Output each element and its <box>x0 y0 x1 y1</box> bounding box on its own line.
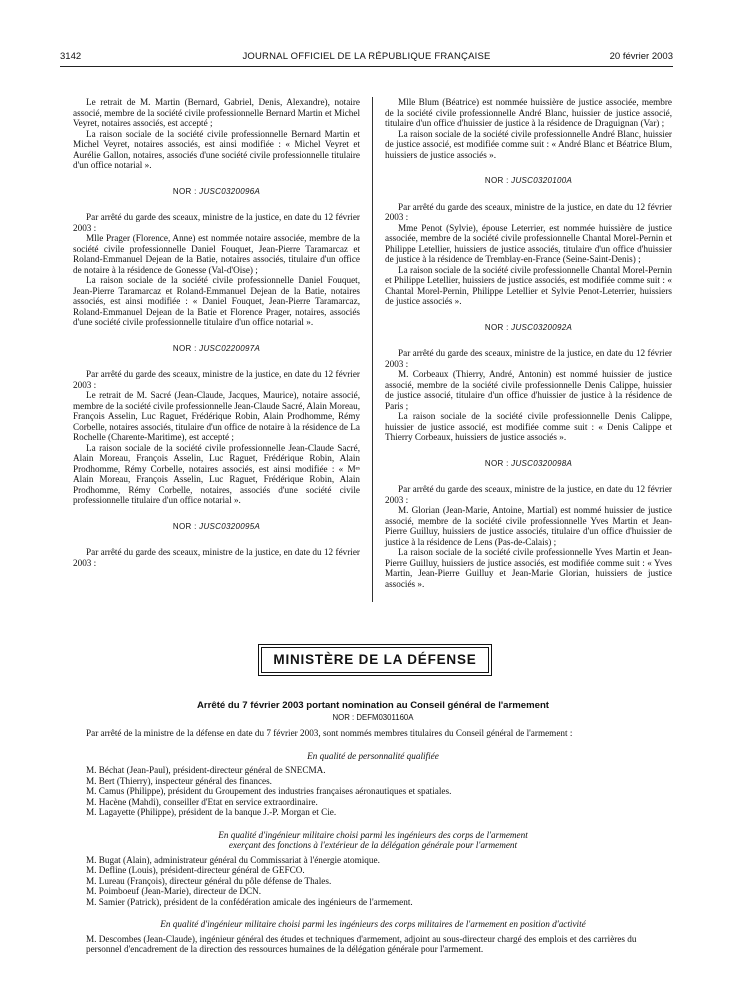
member-item: M. Lagayette (Philippe), président de la banque J.-P. Morgan et Cie. <box>86 807 337 817</box>
ministry-heading: MINISTÈRE DE LA DÉFENSE <box>261 647 489 673</box>
paragraph: Le retrait de M. Martin (Bernard, Gabriel, Denis, Alexandre), notaire associé, membre de la société civile professionnelle Bernard Martin et Michel Veyret, notaires associés, est accepté ; <box>73 97 360 128</box>
decree-nor: NOR : DEFM0301160A <box>332 713 414 722</box>
arrete-intro: Par arrêté du garde des sceaux, ministre de la justice, en date du 12 février 2003 : <box>385 348 672 369</box>
nor-reference <box>385 323 672 334</box>
member-item: M. Bert (Thierry), inspecteur général des finances. <box>86 775 272 786</box>
paragraph: Mlle Prager (Florence, Anne) est nommée notaire associée, membre de la société civile professionnelle Daniel Fouquet, Jean-Pierre Taramarcaz et Roland-Emmanuel Dejean de la Batie, notaires associés, titulaire d'un office de notaire à la résidence de Gonesse (Val-d'Oise) ; <box>73 233 360 275</box>
nor-code: JUSC0320095A <box>199 521 261 531</box>
member-item: M. Samier (Patrick), président de la confédération amicale des ingénieurs de l'armement. <box>86 896 413 907</box>
journal-title: JOURNAL OFFICIEL DE LA RÉPUBLIQUE FRANÇAISE <box>242 51 491 62</box>
nor-label: NOR : <box>172 186 197 196</box>
paragraph: La raison sociale de la société civile professionnelle Bernard Martin et Michel Veyret, notaires associés, est ainsi modifiée : « Michel Veyret et Aurélie Gallon, notaires, associés d'une société civile professionnelle titulaire d'un office notarial ». <box>73 128 360 170</box>
arrete-intro: Par arrêté du garde des sceaux, ministre de la justice, en date du 12 février 2003 : <box>73 369 360 390</box>
arrete-intro: Par arrêté du garde des sceaux, ministre de la justice, en date du 12 février 2003 : <box>73 212 360 233</box>
header-rule <box>60 66 673 67</box>
nor-label: NOR : <box>484 176 509 185</box>
paragraph: Mlle Blum (Béatrice) est nommée huissière de justice associée, membre de la société civile professionnelle André Blanc, huissier de justice associé, titulaire d'un office d'huissier de justice à la résidence de Draguignan (Var) ; <box>385 97 672 128</box>
nor-code: JUSC0220097A <box>199 343 261 353</box>
paragraph: M. Glorian (Jean-Marie, Antoine, Martial) est nommé huissier de justice associé, membre de la société civile professionnelle Yves Martin et Jean-Pierre Guilluy, huissiers de justice associés, titulaire d'un office d'huissier de justice à la résidence de Lens (Pas-de-Calais) ; <box>385 505 672 547</box>
member-item: M. Poimboeuf (Jean-Marie), directeur de DCN. <box>86 886 262 896</box>
right-column <box>385 97 672 589</box>
paragraph: Le retrait de M. Sacré (Jean-Claude, Jacques, Maurice), notaire associé, membre de la société civile professionnelle Jean-Claude Sacré, Alain Moreau, François Asselin, Luc Raguet, Frédérique Robin, Alain Prodhomme, Rémy Corbelle, notaires associés, titulaire d'un office de notaire à la résidence de La Rochelle (Charente-Maritime), est accepté ; <box>73 390 361 442</box>
arrete-intro: Par arrêté du garde des sceaux, ministre de la justice, en date du 12 février 2003 : <box>73 547 360 568</box>
page-number: 3142 <box>60 51 82 62</box>
member-item: M. Hacène (Mahdi), conseiller d'Etat en service extraordinaire. <box>86 796 318 807</box>
nor-reference <box>385 459 672 470</box>
paragraph: La raison sociale de la société civile professionnelle André Blanc, huissier de justice associé, est modifiée comme suit : « André Blanc et Béatrice Blum, huissiers de justice associés ». <box>385 128 672 160</box>
decree-title: Arrêté du 7 février 2003 portant nomination au Conseil général de l'armement <box>196 700 550 711</box>
category-heading-line: exerçant des fonctions à l'extérieur de la délégation générale pour l'armement <box>228 840 518 850</box>
member-item: M. Béchat (Jean-Paul), président-directeur général de SNECMA. <box>86 765 326 775</box>
nor-reference <box>73 522 360 533</box>
paragraph: La raison sociale de la société civile professionnelle Denis Calippe, huissier de justice associé, est modifiée comme suit : « Denis Calippe et Thierry Corbeaux, huissiers de justice associés ». <box>385 411 672 442</box>
member-item: M. Descombes (Jean-Claude), ingénieur général des études et techniques d'armement, adjoint au sous-directeur chargé des emplois et des carrières du personnel d'encadrement de la direction des ressources humaines de la délégation générale pour l'armement. <box>86 933 637 954</box>
arrete-intro: Par arrêté du garde des sceaux, ministre de la justice, en date du 12 février 2003 : <box>385 484 672 505</box>
nor-reference <box>73 344 360 355</box>
paragraph: La raison sociale de la société civile professionnelle Yves Martin et Jean-Pierre Guilluy, huissiers de justice associés, est modifiée comme suit : « Yves Martin, Jean-Pierre Guilluy et Jean-Marie Glorian, huissiers de justice associés ». <box>385 547 672 589</box>
nor-label: NOR : <box>484 322 509 332</box>
category-heading: En qualité de personnalité qualifiée <box>307 750 439 761</box>
member-item: M. Camus (Philippe), président du Groupement des industries françaises aéronautiques et spatiales. <box>86 786 452 796</box>
nor-label: NOR : <box>172 343 197 353</box>
category-heading: En qualité d'ingénieur militaire choisi parmi les ingénieurs des corps militaires de l'armement en position d'activité <box>160 919 586 929</box>
decree-body <box>73 728 673 955</box>
paragraph: La raison sociale de la société civile professionnelle Chantal Morel-Pernin et Philippe Letellier, huissiers de justice associés, est modifiée comme suit : « Chantal Morel-Pernin, Philippe Letellier et Sylvie Penot-Leterrier, huissiers de justice associés ». <box>385 264 672 306</box>
nor-code: JUSC0320096A <box>199 186 261 196</box>
nor-label: NOR : <box>484 458 509 468</box>
nor-reference <box>385 176 672 187</box>
nor-code: JUSC0320098A <box>511 458 573 468</box>
column-divider <box>372 97 373 602</box>
category-heading-line: En qualité d'ingénieur militaire choisi parmi les ingénieurs des corps de l'armement <box>218 829 528 840</box>
category-heading <box>73 830 673 851</box>
paragraph: La raison sociale de la société civile professionnelle Daniel Fouquet, Jean-Pierre Taramarcaz et Roland-Emmanuel Dejean de la Batie, notaires associés, est ainsi modifiée : « Daniel Fouquet, Jean-Pierre Taramarcaz, Roland-Emmanuel Dejean de la Batie et Florence Prager, notaires, associés d'une société civile professionnelle titulaire d'un office notarial ». <box>73 275 360 327</box>
member-item: M. Bugat (Alain), administrateur général du Commissariat à l'énergie atomique. <box>86 854 380 865</box>
paragraph: Mme Penot (Sylvie), épouse Leterrier, est nommée huissière de justice associée, membre de la société civile professionnelle Chantal Morel-Pernin et Philippe Letellier, huissiers de justice associés, titulaire d'un office d'huissier de justice à la résidence de Tremblay-en-France (Seine-Saint-Denis) ; <box>385 222 672 264</box>
paragraph: La raison sociale de la société civile professionnelle Jean-Claude Sacré, Alain Moreau, François Asselin, Luc Raguet, Frédérique Robin, Alain Prodhomme, Rémy Corbelle, notaires associés, est ainsi modifiée : « Mᵉˢ Alain Moreau, François Asselin, Luc Raguet, Frédérique Robin, Alain Prodhomme, Rémy Corbelle, notaires, associés d'une société civile professionnelle titulaire d'un office notarial ». <box>73 442 360 505</box>
member-item: M. Defline (Louis), président-directeur général de GEFCO. <box>86 865 305 875</box>
arrete-intro: Par arrêté du garde des sceaux, ministre de la justice, en date du 12 février 2003 : <box>385 201 672 222</box>
issue-date: 20 février 2003 <box>609 51 673 62</box>
nor-code: JUSC0320100A <box>511 176 573 185</box>
page-header <box>60 51 673 65</box>
nor-reference <box>73 187 360 198</box>
decree-intro: Par arrêté de la ministre de la défense en date du 7 février 2003, sont nommés membres titulaires du Conseil général de l'armement : <box>86 728 573 738</box>
nor-label: NOR : <box>172 521 197 531</box>
left-column <box>73 97 360 568</box>
ministry-heading-box <box>258 644 492 676</box>
paragraph: M. Corbeaux (Thierry, André, Antonin) est nommé huissier de justice associé, membre de la société civile professionnelle Denis Calippe, huissier de justice associé, titulaire d'un office d'huissier de justice à la résidence de Paris ; <box>385 369 672 411</box>
nor-code: JUSC0320092A <box>511 322 573 332</box>
member-item: M. Lureau (François), directeur général du pôle défense de Thales. <box>86 875 332 886</box>
